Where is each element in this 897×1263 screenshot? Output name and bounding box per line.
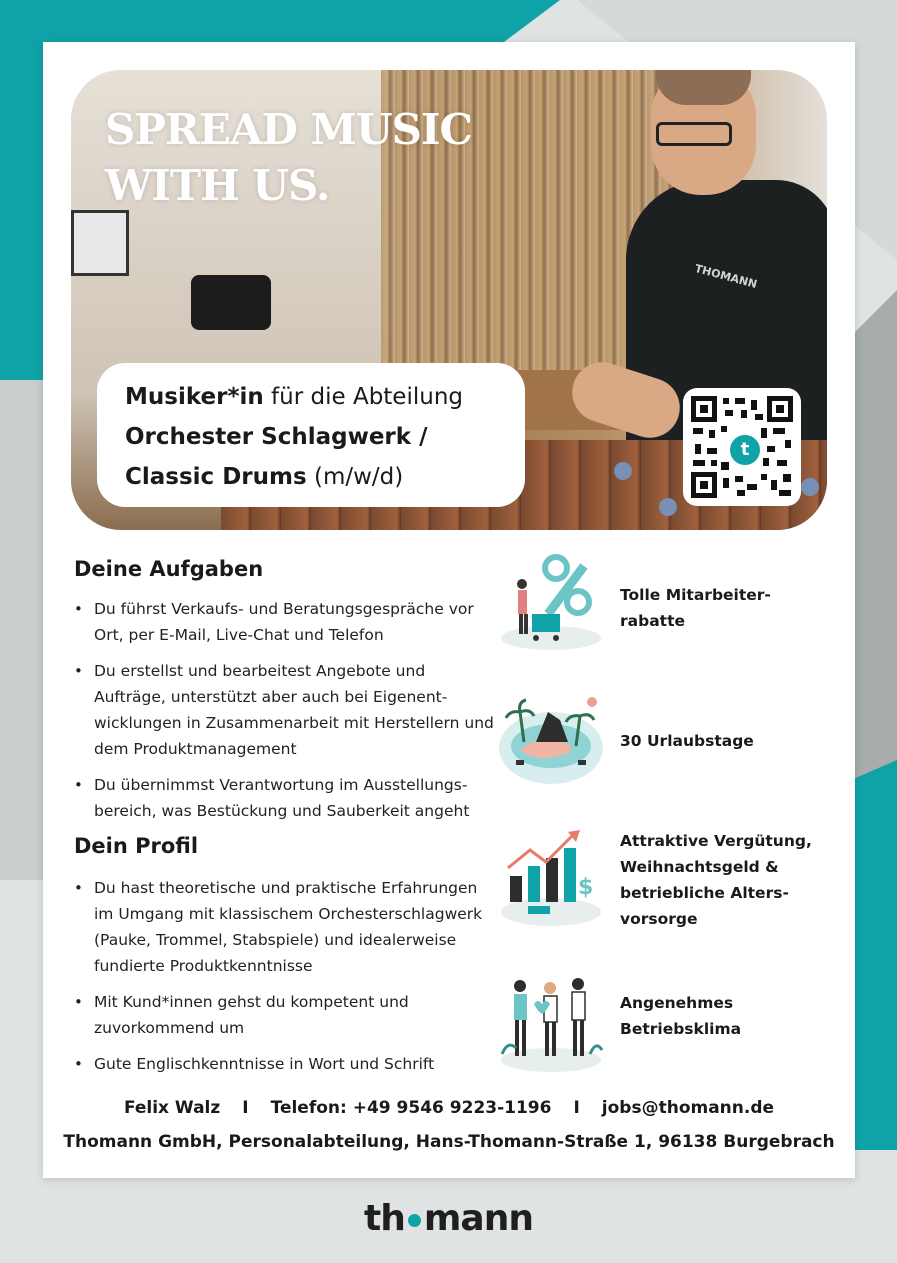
hero-headline (105, 102, 472, 214)
hero-photo (71, 70, 827, 530)
benefit-item (498, 690, 838, 800)
contact-line (43, 1098, 855, 1118)
mallet-head (614, 462, 632, 480)
list-item: • Du führst Verkaufs- und Beratungsgespräche vor Ort, per E-Mail, Live-Chat und Telefon (74, 596, 494, 648)
tasks-list (74, 596, 494, 834)
profile-heading: Dein Profil (74, 834, 199, 858)
job-title-bold: Musiker*in (125, 384, 264, 410)
list-item: • Mit Kund*innen gehst du kompetent und zuvorkommend um (74, 989, 494, 1041)
profile-list (74, 875, 494, 1087)
thomann-logo (0, 1198, 897, 1239)
island-vacation-icon (498, 690, 604, 790)
team-people-icon (498, 974, 604, 1074)
contact-name: Felix Walz (123, 1098, 221, 1118)
benefit-item (498, 974, 838, 1084)
thomann-t-icon: t (727, 432, 763, 468)
mallet-head (801, 478, 819, 496)
list-item: • Du erstellst und bearbeitest Angebote und Aufträge, unterstützt aber auch bei Eigenent-wicklungen in Zusammenarbeit mit Herstellern und dem Produktmanagement (74, 658, 494, 762)
benefit-item (498, 828, 838, 938)
benefit-label: Tolle Mitarbeiter-rabatte (620, 586, 771, 630)
hero-chair (191, 275, 271, 330)
qr-code[interactable] (683, 388, 801, 506)
benefit-label: Angenehmes Betriebsklima (620, 994, 742, 1038)
list-item: • Gute Englischkenntnisse in Wort und Schrift (74, 1051, 494, 1077)
hero-headline-line: SPREAD MUSIC (105, 105, 472, 154)
benefit-label: Attraktive Vergütung, Weihnachtsgeld & betriebliche Alters-vorsorge (620, 832, 812, 928)
benefit-label: 30 Urlaubstage (620, 732, 754, 750)
list-item: • Du hast theoretische und praktische Erfahrungen im Umgang mit klassischem Orchesterschlagwerk (Pauke, Trommel, Stabspiele) und idealerweise fundierte Produktkenntnisse (74, 875, 494, 979)
contact-address: Thomann GmbH, Personalabteilung, Hans-Thomann-Straße 1, 96138 Burgebrach (63, 1132, 835, 1152)
mallet-head (659, 498, 677, 516)
contact-separator: I (242, 1098, 249, 1118)
logo-text-left: th (364, 1198, 405, 1239)
shirt-logo: THOMANN (693, 261, 759, 292)
job-title-bold: Orchester Schlagwerk / (125, 424, 428, 450)
contact-email[interactable]: jobs@thomann.de (601, 1098, 775, 1118)
job-title-regular: (m/w/d) (306, 464, 404, 490)
svg-text:$: $ (578, 875, 594, 900)
shopping-discount-icon (498, 552, 604, 652)
benefit-item (498, 552, 838, 662)
job-title-bold: Classic Drums (125, 464, 307, 490)
contact-separator: I (573, 1098, 580, 1118)
job-title-box (97, 363, 525, 507)
job-posting-card (43, 42, 855, 1178)
growth-chart-money-icon (498, 828, 604, 928)
job-title-regular: für die Abteilung (263, 384, 463, 410)
hero-headline-line: WITH US. (105, 161, 330, 210)
hero-person-glasses (656, 122, 732, 146)
logo-dot-icon (408, 1214, 421, 1227)
job-title (125, 377, 463, 497)
tasks-heading: Deine Aufgaben (74, 557, 264, 581)
hero-person-hair (656, 70, 751, 105)
logo-text-right: mann (423, 1198, 533, 1239)
hero-monitor (71, 210, 129, 276)
contact-phone[interactable]: Telefon: +49 9546 9223-1196 (270, 1098, 552, 1118)
list-item: • Du übernimmst Verantwortung im Ausstellungs-bereich, was Bestückung und Sauberkeit angeht (74, 772, 494, 824)
